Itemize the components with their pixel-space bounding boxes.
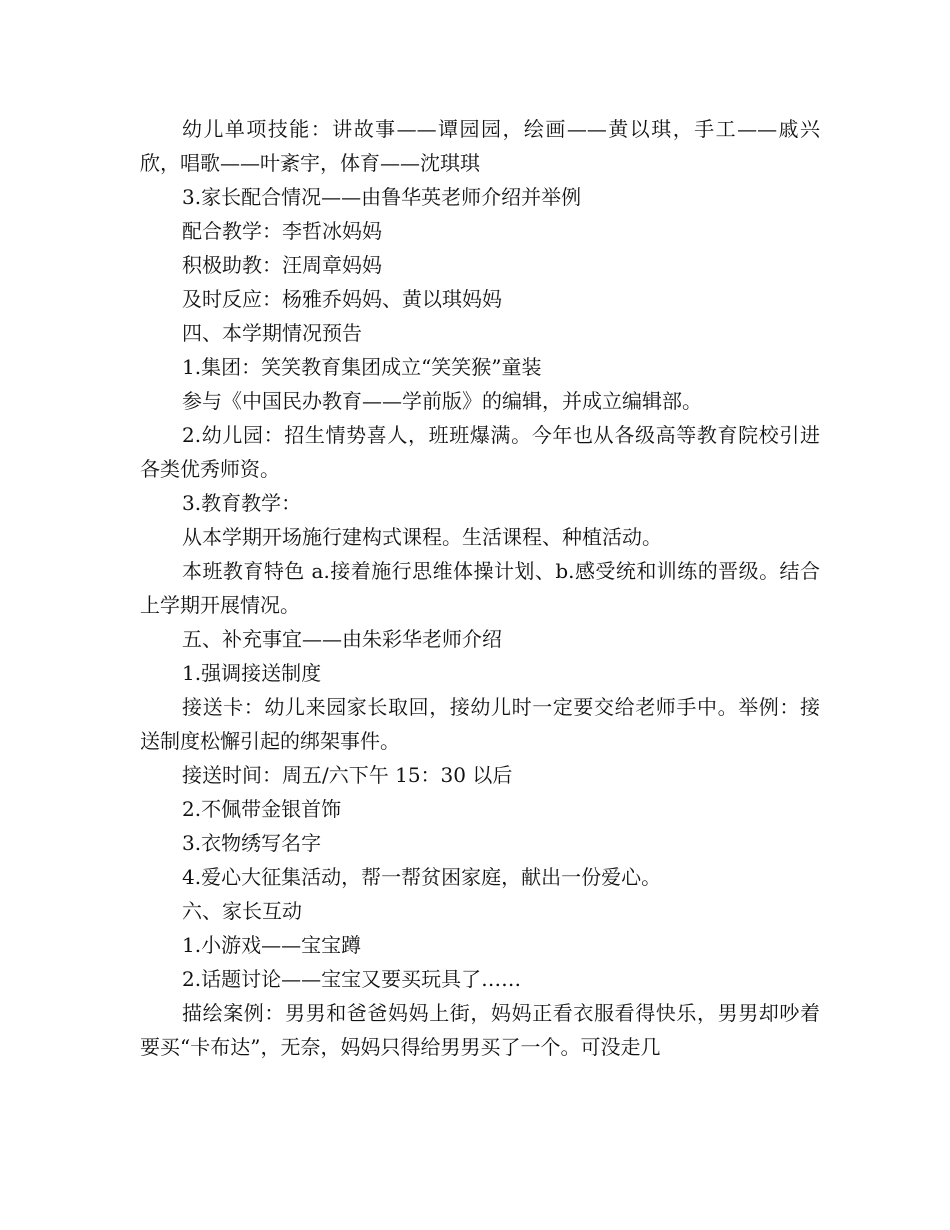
paragraph-charity: 4.爱心大征集活动，帮一帮贫困家庭，献出一份爱心。 [182,865,662,889]
paragraph-case-description: 描绘案例：男男和爸爸妈妈上街，妈妈正看衣服看得快乐，男男却吵着要买“卡布达”，无奈，妈妈只得给男男买了一个。可没走几 [140,1001,820,1059]
paragraph-class-features: 本班教育特色 a.接着施行思维体操计划、b.感受统和训练的晋级。结合上学期开展情况。 [140,559,820,617]
section-heading-parent-interaction: 六、家长互动 [182,899,302,923]
paragraph-pickup-time: 接送时间：周五/六下午 15：30 以后 [182,763,513,787]
paragraph-kindergarten: 2.幼儿园：招生情势喜人，班班爆满。今年也从各级高等教育院校引进各类优秀师资。 [140,423,820,481]
paragraph-education-teaching: 3.教育教学： [182,491,302,515]
section-heading-semester-preview: 四、本学期情况预告 [182,321,362,345]
paragraph-parent-cooperation: 3.家长配合情况——由鲁华英老师介绍并举例 [182,185,582,209]
paragraph-discussion: 2.话题讨论——宝宝又要买玩具了…… [182,967,522,991]
paragraph-timely-response: 及时反应：杨雅乔妈妈、黄以琪妈妈 [182,287,502,311]
paragraph-pickup-system: 1.强调接送制度 [182,661,322,685]
paragraph-group: 1.集团：笑笑教育集团成立“笑笑猴”童装 [182,355,542,379]
paragraph-no-jewelry: 2.不佩带金银首饰 [182,797,342,821]
paragraph-cooperative-teaching: 配合教学：李哲冰妈妈 [182,219,382,243]
document-body [140,112,820,1064]
paragraph-game: 1.小游戏——宝宝蹲 [182,933,362,957]
paragraph-active-assistant: 积极助教：汪周章妈妈 [182,253,382,277]
section-heading-supplementary: 五、补充事宜——由朱彩华老师介绍 [182,627,502,651]
paragraph-curriculum: 从本学期开场施行建构式课程。生活课程、种植活动。 [182,525,662,549]
paragraph-editing: 参与《中国民办教育——学前版》的编辑，并成立编辑部。 [182,389,702,413]
paragraph-pickup-card: 接送卡：幼儿来园家长取回，接幼儿时一定要交给老师手中。举例：接送制度松懈引起的绑架事件。 [140,695,820,753]
paragraph-skills: 幼儿单项技能：讲故事——谭园园，绘画——黄以琪，手工——戚兴欣，唱歌——叶紊宇，体育——沈琪琪 [140,117,820,175]
paragraph-clothing-names: 3.衣物绣写名字 [182,831,322,855]
